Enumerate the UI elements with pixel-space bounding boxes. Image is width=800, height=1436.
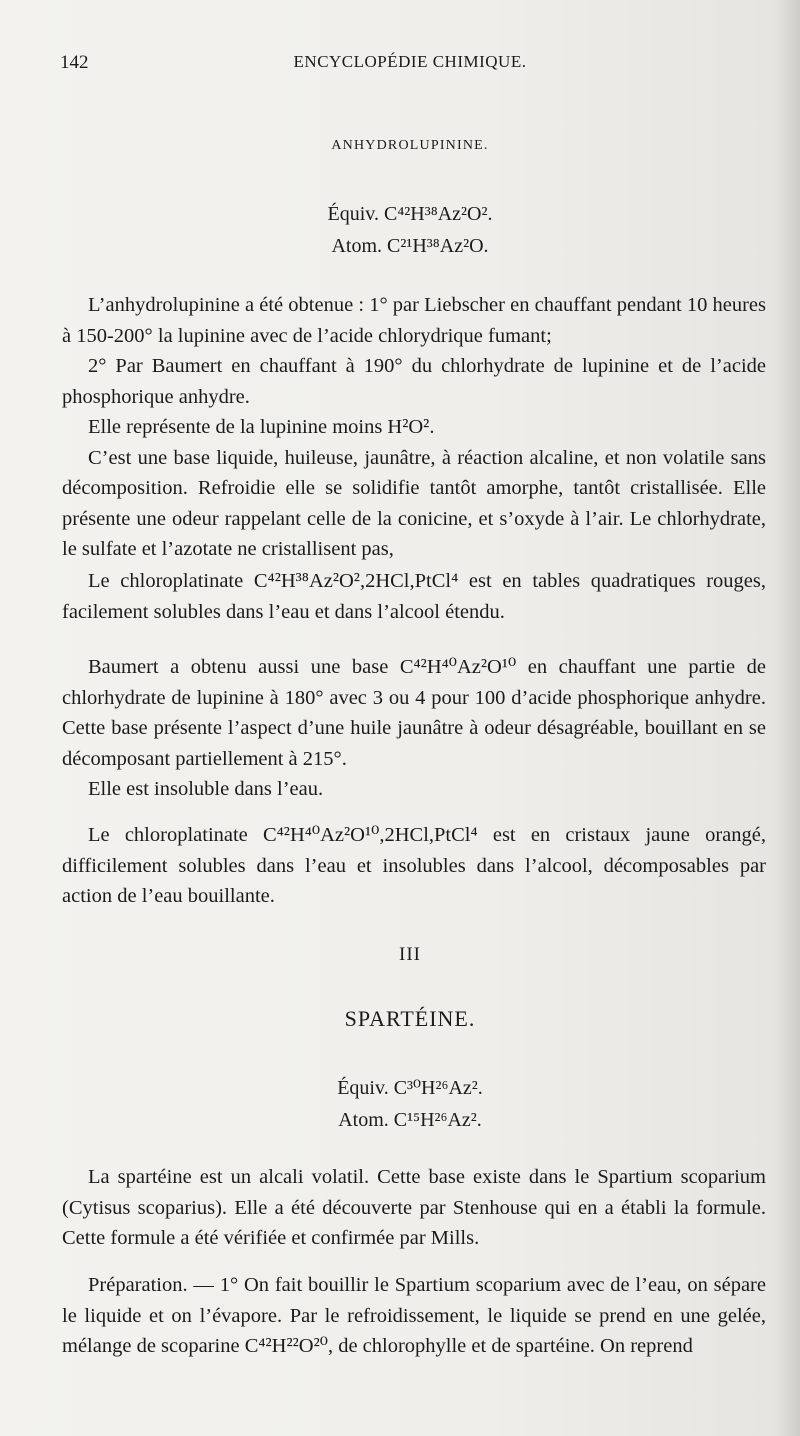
sparteine-title: SPARTÉINE.	[344, 1006, 476, 1031]
anhydrolupinine-title: ANHYDROLUPININE.	[331, 138, 489, 153]
paragraph: Préparation. — 1° On fait bouillir le Spartium scoparium avec de l’eau, on sépare le liquide et on l’évapore. Par le refroidissement, le liquide se prend en une gelée, mélange de scoparine C⁴²H²²O²⁰, de chlorophylle et de spartéine. On reprend	[62, 1274, 766, 1357]
paragraph: L’anhydrolupinine a été obtenue : 1° par Liebscher en chauffant pendant 10 heures à 150-200° la lupinine avec de l’acide chlorydrique fumant;	[62, 294, 766, 347]
page-number: 142	[60, 52, 89, 73]
running-title: ENCYCLOPÉDIE CHIMIQUE.	[293, 52, 527, 71]
formula-atom: Atom. C²¹H³⁸Az²O.	[331, 235, 489, 257]
base-paragraph	[62, 652, 766, 805]
paragraph: Elle représente de la lupinine moins H²O².	[88, 416, 435, 438]
paragraph: Le chloroplatinate C⁴²H³⁸Az²O²,2HCl,PtCl⁴ est en tables quadratiques rouges, facilement solubles dans l’eau et dans l’alcool étendu.	[62, 570, 766, 623]
chloroplatinate-paragraph-1	[62, 566, 766, 627]
sparteine-preparation	[62, 1270, 766, 1362]
paragraph: 2° Par Baumert en chauffant à 190° du chlorhydrate de lupinine et de l’acide phosphorique anhydre.	[62, 355, 766, 408]
paragraph: Baumert a obtenu aussi une base C⁴²H⁴⁰Az²O¹⁰ en chauffant une partie de chlorhydrate de lupinine à 180° avec 3 ou 4 pour 100 d’acide phosphorique anhydre. Cette base présente l’aspect d’une huile jaunâtre à odeur désagréable, bouillant en se décomposant partiellement à 215°.	[62, 656, 766, 770]
anhydrolupinine-formula	[60, 198, 760, 262]
page-header	[60, 52, 760, 82]
chloroplatinate-paragraph-2	[62, 820, 766, 912]
anhydrolupinine-description	[62, 290, 766, 565]
paragraph: Elle est insoluble dans l’eau.	[88, 778, 324, 800]
paragraph: C’est une base liquide, huileuse, jaunâtre, à réaction alcaline, et non volatile sans décomposition. Refroidie elle se solidifie tantôt amorphe, tantôt cristallisée. Elle présente une odeur rappelant celle de la conicine, et s’oxyde à l’air. Le chlorhydrate, le sulfate et l’azotate ne cristallisent pas,	[62, 446, 766, 560]
formula-equiv: Équiv. C³⁰H²⁶Az².	[337, 1077, 483, 1099]
chapter-number: III	[399, 944, 421, 965]
sparteine-formula	[60, 1072, 760, 1136]
sparteine-intro	[62, 1162, 766, 1254]
paragraph: La spartéine est un alcali volatil. Cette base existe dans le Spartium scoparium (Cytisus scoparius). Elle a été découverte par Stenhouse qui en a établi la formule. Cette formule a été vérifiée et confirmée par Mills.	[62, 1166, 766, 1249]
formula-atom: Atom. C¹⁵H²⁶Az².	[338, 1109, 482, 1131]
binding-shadow	[774, 0, 800, 1436]
formula-equiv: Équiv. C⁴²H³⁸Az²O².	[327, 203, 493, 225]
paragraph: Le chloroplatinate C⁴²H⁴⁰Az²O¹⁰,2HCl,PtCl⁴ est en cristaux jaune orangé, difficilement solubles dans l’eau et insolubles dans l’alcool, décomposables par action de l’eau bouillante.	[62, 824, 766, 907]
